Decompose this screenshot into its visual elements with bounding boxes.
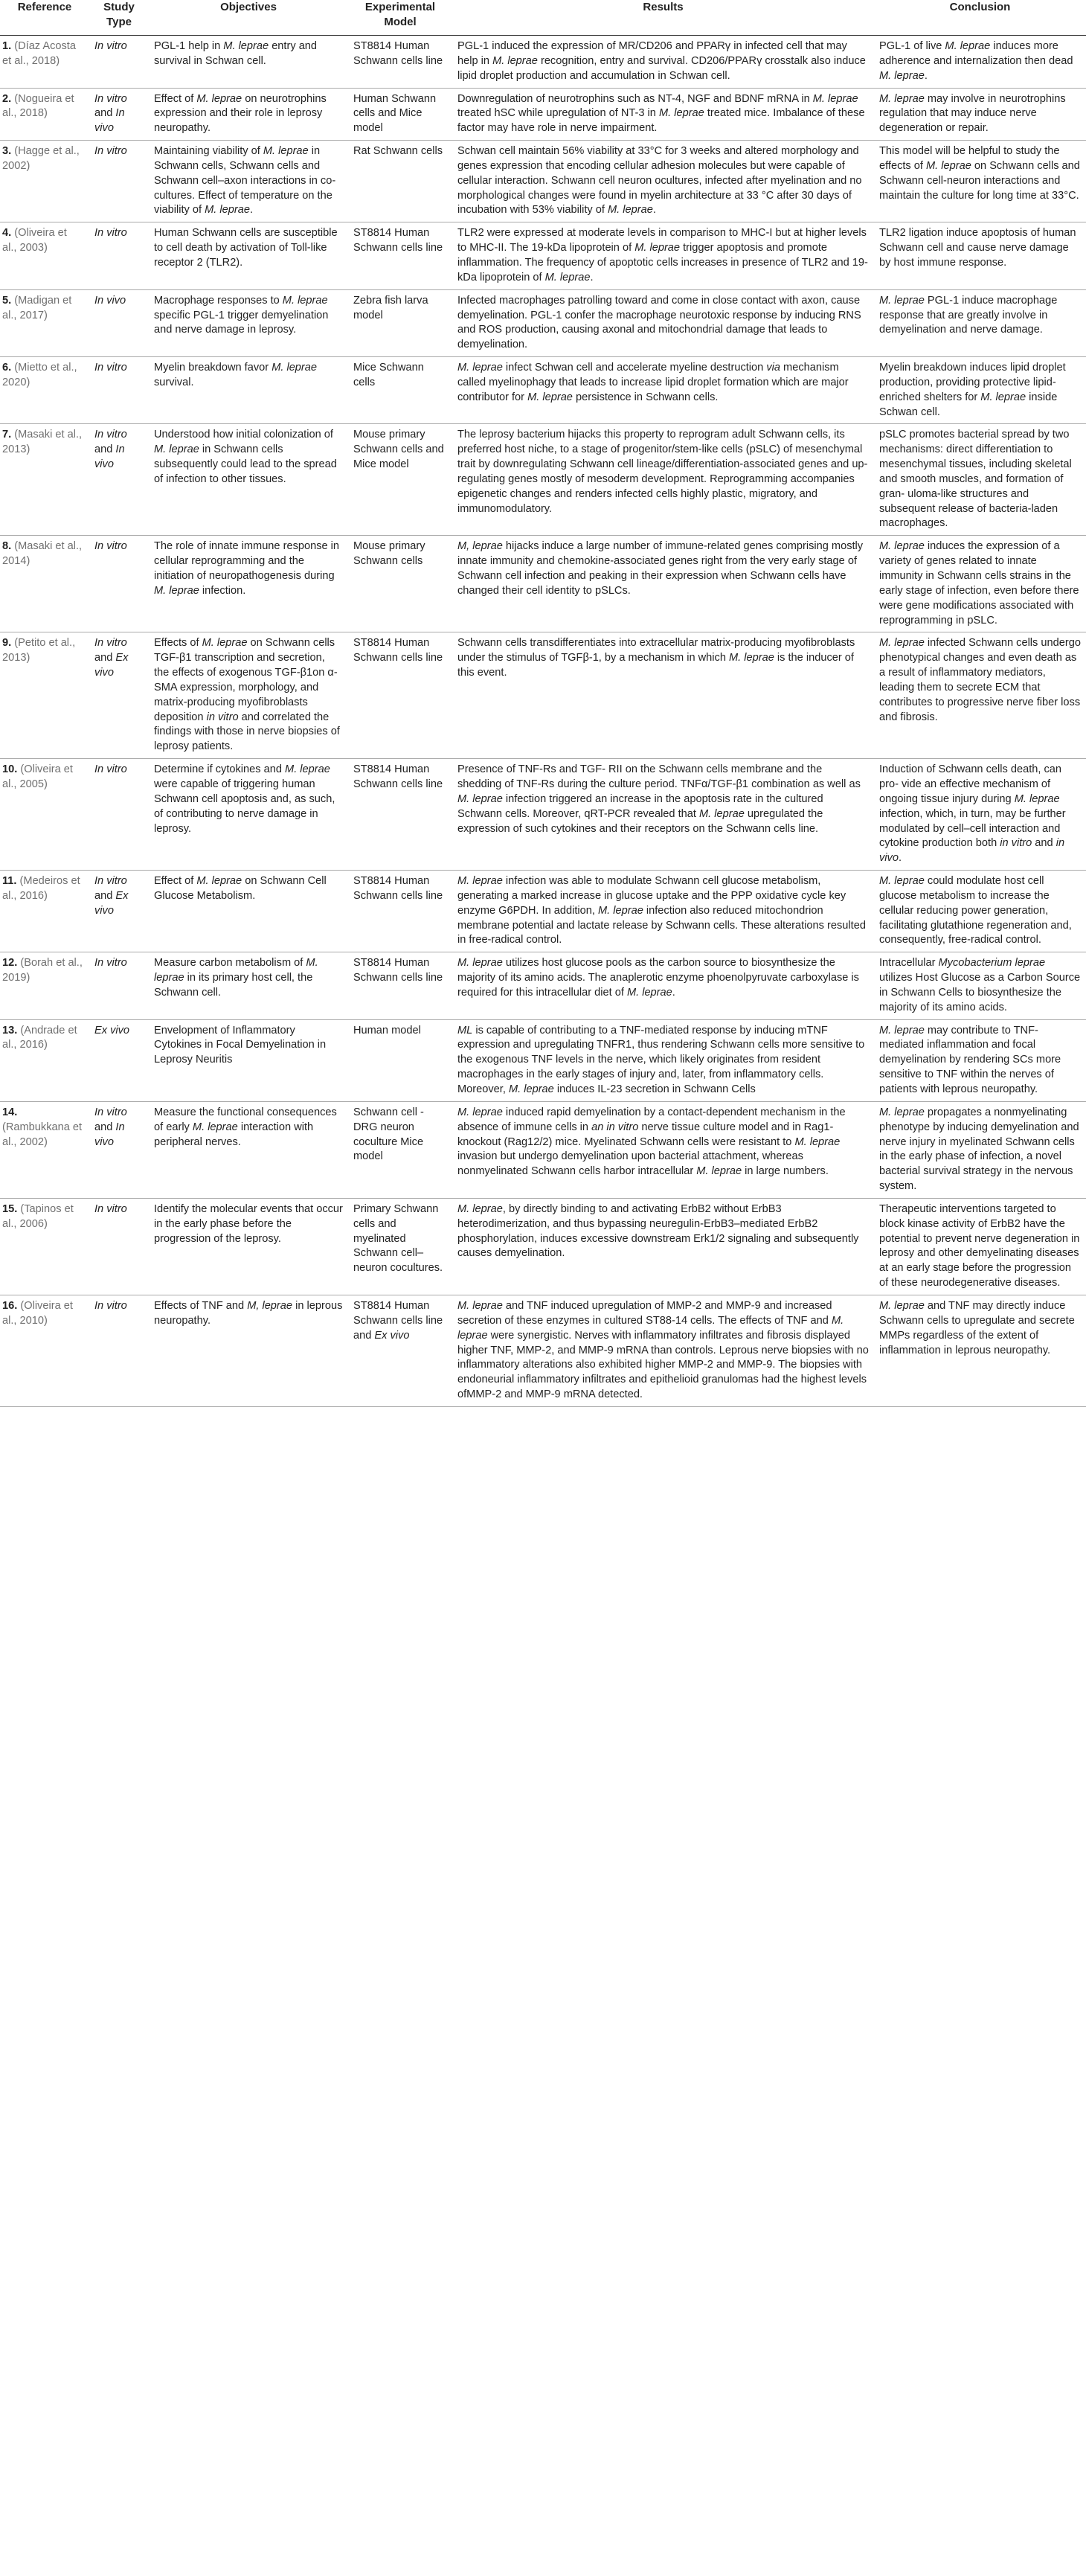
cell-reference (0, 536, 89, 632)
cell-conclusion: PGL-1 of live M. leprae induces more adherence and internalization then dead M. leprae. (874, 36, 1086, 89)
cell-experimental-model: ST8814 Human Schwann cells line (348, 222, 452, 289)
cell-objectives: Effect of M. leprae on Schwann Cell Glucose Metabolism. (149, 871, 348, 952)
cell-results: The leprosy bacterium hijacks this property to reprogram adult Schwann cells, its preferred host niche, to a stage of progenitor/stem-like cells (pSLC) of mesenchymal trait by downregulating Schwann cell lineage/differentiation-associated genes and up- regulating genes mostly of mesoderm development. Reprogramming accompanies epigenetic changes and renders infected cells highly plastic, migratory, and immunomodulatory. (452, 424, 874, 536)
cell-study-type: In vitro (89, 1198, 149, 1295)
cell-results: TLR2 were expressed at moderate levels in comparison to MHC-I but at higher levels to MHC-II. The 19-kDa lipoprotein of M. leprae trigger apoptosis and promote inflammation. The frequency of apoptotic cells increases in presence of TLR2 and 19-kDa lipoprotein of M. leprae. (452, 222, 874, 289)
cell-reference (0, 632, 89, 759)
cell-conclusion: Therapeutic interventions targeted to block kinase activity of ErbB2 have the potential to prevent nerve degeneration in leprosy and other demyelinating diseases at an early stage before the progression of these neurodegenerative diseases. (874, 1198, 1086, 1295)
cell-conclusion: Myelin breakdown induces lipid droplet production, providing protective lipid-enriched shelters for M. leprae inside Schwan cell. (874, 357, 1086, 424)
cell-objectives: Identify the molecular events that occur in the early phase before the progression of the leprosy. (149, 1198, 348, 1295)
cell-results: M. leprae infection was able to modulate Schwann cell glucose metabolism, generating a marked increase in glucose uptake and the PPP oxidative cycle key enzyme G6PDH. In addition, M. leprae infection also reduced mitochondrion membrane potential and lactate release by Schwann cells. These alterations resulted in free-radical control. (452, 871, 874, 952)
table-row (0, 88, 1086, 141)
table-row (0, 424, 1086, 536)
cell-objectives: The role of innate immune response in cellular reprogramming and the initiation of neuropathogenesis during M. leprae infection. (149, 536, 348, 632)
cell-results: M. leprae infect Schwan cell and accelerate myeline destruction via mechanism called myelinophagy that leads to increase lipid droplet formation which are major contributor for M. leprae persistence in Schwann cells. (452, 357, 874, 424)
cell-reference (0, 289, 89, 356)
cell-conclusion: M. leprae may contribute to TNF-mediated inflammation and focal demyelination by rendering SCs more sensitive to TNF within the nerves of patients with leprous neuropathy. (874, 1019, 1086, 1101)
row-number: 2. (2, 92, 12, 105)
row-number: 13. (2, 1024, 18, 1037)
cell-study-type: In vitro and Ex vivo (89, 632, 149, 759)
cell-experimental-model: Human Schwann cells and Mice model (348, 88, 452, 141)
citation-link[interactable]: (Madigan et al., 2017) (2, 294, 72, 321)
row-number: 11. (2, 875, 17, 888)
cell-objectives: Determine if cytokines and M. leprae were capable of triggering human Schwann cell apoptosis and, as such, of contributing to nerve damage in leprosy. (149, 759, 348, 871)
cell-results: M. leprae and TNF induced upregulation of MMP-2 and MMP-9 and increased secretion of these enzymes in cultured ST88-14 cells. The effects of TNF and M. leprae were synergistic. Nerves with inflammatory infiltrates and fibrosis displayed higher TNF, MMP-2, and MMP-9 mRNA than controls. Leprous nerve biopsies with no inflammatory alterations also exhibited higher MMP-2 and MMP-9. The biopsies with endoneurial inflammatory infiltrates and epithelioid granulomas had the highest levels ofMMP-2 and MMP-9 mRNA detected. (452, 1295, 874, 1406)
cell-objectives: Myelin breakdown favor M. leprae survival. (149, 357, 348, 424)
cell-reference (0, 36, 89, 89)
citation-link[interactable]: (Oliveira et al., 2003) (2, 227, 67, 254)
table-row (0, 1101, 1086, 1198)
row-number: 4. (2, 227, 12, 240)
cell-results: Schwan cell maintain 56% viability at 33°C for 3 weeks and altered morphology and genes expression that encoding cellular adhesion molecules but were capable of cellular interaction. Schwann cell neuron ocultures, infected after myelination and no morphological changes were found in myelin architecture at 33 °C after 30 days of incubation with 53% viability of M. leprae. (452, 141, 874, 222)
table-body (0, 36, 1086, 1407)
cell-study-type: In vitro and In vivo (89, 88, 149, 141)
table-row (0, 357, 1086, 424)
header-results: Results (452, 0, 874, 36)
cell-reference (0, 141, 89, 222)
cell-experimental-model: Human model (348, 1019, 452, 1101)
cell-objectives: Understood how initial colonization of M. leprae in Schwann cells subsequently could lead to the spread of infection to other tissues. (149, 424, 348, 536)
cell-conclusion: M. leprae and TNF may directly induce Schwann cells to upregulate and secrete MMPs regardless of the extent of inflammation in leprous neuropathy. (874, 1295, 1086, 1406)
cell-conclusion: Intracellular Mycobacterium leprae utilizes Host Glucose as a Carbon Source in Schwann Cells to biosynthesize the majority of its amino acids. (874, 952, 1086, 1019)
cell-reference (0, 952, 89, 1019)
cell-study-type: In vitro (89, 759, 149, 871)
table-row (0, 632, 1086, 759)
header-objectives: Objectives (149, 0, 348, 36)
cell-study-type: In vitro (89, 222, 149, 289)
cell-reference (0, 1019, 89, 1101)
cell-results: M. leprae utilizes host glucose pools as the carbon source to biosynthesize the majority of its amino acids. The anaplerotic enzyme phoenolpyruvate carboxylase is required for this intracellular diet of M. leprae. (452, 952, 874, 1019)
table-row (0, 1198, 1086, 1295)
cell-results: M. leprae induced rapid demyelination by a contact-dependent mechanism in the absence of immune cells in an in vitro nerve tissue culture model and in Rag1-knockout (Rag12/2) mice. Myelinated Schwann cells were resistant to M. leprae invasion but undergo demyelination upon bacterial attachment, whereas nonmyelinated Schwann cells harbor intracellular M. leprae in large numbers. (452, 1101, 874, 1198)
cell-study-type: In vitro and Ex vivo (89, 871, 149, 952)
cell-reference (0, 424, 89, 536)
cell-reference (0, 1198, 89, 1295)
cell-results: Downregulation of neurotrophins such as NT-4, NGF and BDNF mRNA in M. leprae treated hSC while upregulation of NT-3 in M. leprae treated mice. Imbalance of these factor may have role in nerve impairment. (452, 88, 874, 141)
cell-objectives: Effects of TNF and M, leprae in leprous neuropathy. (149, 1295, 348, 1406)
cell-study-type: In vitro (89, 536, 149, 632)
cell-objectives: Measure carbon metabolism of M. leprae in its primary host cell, the Schwann cell. (149, 952, 348, 1019)
cell-experimental-model: Rat Schwann cells (348, 141, 452, 222)
cell-study-type: In vivo (89, 289, 149, 356)
cell-experimental-model: Schwann cell - DRG neuron coculture Mice model (348, 1101, 452, 1198)
cell-reference (0, 1101, 89, 1198)
cell-study-type: In vitro and In vivo (89, 424, 149, 536)
header-conclusion: Conclusion (874, 0, 1086, 36)
cell-conclusion: Induction of Schwann cells death, can pro- vide an effective mechanism of ongoing tissue injury during M. leprae infection, which, in turn, may be further modulated by cell–cell interaction and cytokine production both in vitro and in vivo. (874, 759, 1086, 871)
cell-study-type: In vitro (89, 141, 149, 222)
header-reference: Reference (0, 0, 89, 36)
cell-objectives: Maintaining viability of M. leprae in Schwann cells, Schwann cells and Schwann cell–axon interactions in co-cultures. Effect of temperature on the viability of M. leprae. (149, 141, 348, 222)
cell-study-type: In vitro and In vivo (89, 1101, 149, 1198)
row-number: 8. (2, 540, 12, 553)
cell-reference (0, 222, 89, 289)
cell-results: ML is capable of contributing to a TNF-mediated response by inducing mTNF expression and upregulating TNFR1, thus rendering Schwann cells more sensitive to the exogenous TNF levels in the nerve, which likely originates from resident macrophages in the early stages of injury and, later, from inflammatory cells. Moreover, M. leprae induces IL-23 secretion in Schwann Cells (452, 1019, 874, 1101)
citation-link[interactable]: (Díaz Acosta et al., 2018) (2, 40, 76, 67)
table-row (0, 222, 1086, 289)
table-row (0, 289, 1086, 356)
citation-link[interactable]: (Andrade et al., 2016) (2, 1024, 77, 1051)
header-row (0, 0, 1086, 36)
cell-results: M. leprae, by directly binding to and activating ErbB2 without ErbB3 heterodimerization, and thus bypassing neuregulin-ErbB3–mediated ErbB2 phosphorylation, induces excessive downstream Erk1/2 signaling and subsequently causes demyelination. (452, 1198, 874, 1295)
cell-conclusion: M. leprae PGL-1 induce macrophage response that are greatly involve in demyelination and nerve damage. (874, 289, 1086, 356)
cell-objectives: Macrophage responses to M. leprae specific PGL-1 trigger demyelination and nerve damage in leprosy. (149, 289, 348, 356)
cell-experimental-model: Mice Schwann cells (348, 357, 452, 424)
citation-link[interactable]: (Nogueira et al., 2018) (2, 92, 74, 120)
cell-experimental-model: Mouse primary Schwann cells and Mice model (348, 424, 452, 536)
cell-reference (0, 759, 89, 871)
cell-study-type: Ex vivo (89, 1019, 149, 1101)
cell-reference (0, 357, 89, 424)
cell-conclusion: This model will be helpful to study the effects of M. leprae on Schwann cells and Schwann cell-neuron interactions and maintain the culture for long time at 33°C. (874, 141, 1086, 222)
cell-experimental-model: ST8814 Human Schwann cells line (348, 759, 452, 871)
citation-link[interactable]: (Oliveira et al., 2005) (2, 763, 73, 790)
row-number: 6. (2, 362, 12, 374)
table-row (0, 536, 1086, 632)
citation-link[interactable]: (Hagge et al., 2002) (2, 145, 80, 172)
cell-experimental-model: ST8814 Human Schwann cells line (348, 632, 452, 759)
cell-study-type: In vitro (89, 36, 149, 89)
citation-link[interactable]: (Masaki et al., 2014) (2, 540, 83, 568)
header-experimental-model: Experimental Model (348, 0, 452, 36)
row-number: 3. (2, 145, 12, 158)
row-number: 10. (2, 763, 18, 776)
cell-experimental-model: Mouse primary Schwann cells (348, 536, 452, 632)
header-study-type: Study Type (89, 0, 149, 36)
cell-objectives: Measure the functional consequences of early M. leprae interaction with peripheral nerves. (149, 1101, 348, 1198)
cell-objectives: Effects of M. leprae on Schwann cells TGF-β1 transcription and secretion, the effects of exogenous TGF-β1on α-SMA expression, morphology, and matrix-producing myofibroblasts deposition in vitro and correlated the findings with those in nerve biopsies of leprosy patients. (149, 632, 348, 759)
citation-link[interactable]: (Petito et al., 2013) (2, 637, 76, 664)
citation-link[interactable]: (Oliveira et al., 2010) (2, 1299, 73, 1327)
cell-reference (0, 871, 89, 952)
table-row (0, 952, 1086, 1019)
row-number: 15. (2, 1202, 18, 1215)
cell-results: PGL-1 induced the expression of MR/CD206 and PPARγ in infected cell that may help in M. leprae recognition, entry and survival. CD206/PPARγ crosstalk also induce lipid droplet production and accumulation in Schwan cell. (452, 36, 874, 89)
cell-experimental-model: ST8814 Human Schwann cells line and Ex vivo (348, 1295, 452, 1406)
table-header (0, 0, 1086, 36)
cell-objectives: Human Schwann cells are susceptible to cell death by activation of Toll-like receptor 2 (TLR2). (149, 222, 348, 289)
table-row (0, 141, 1086, 222)
cell-reference (0, 88, 89, 141)
row-number: 7. (2, 429, 12, 441)
row-number: 9. (2, 637, 12, 650)
cell-results: Presence of TNF-Rs and TGF- RII on the Schwann cells membrane and the shedding of TNF-Rs during the culture period. TNFα/TGF-β1 combination as well as M. leprae infection triggered an increase in the apoptosis rate in the cultured Schwann cells. Moreover, qRT-PCR revealed that M. leprae upregulated the expression of such cytokines and their receptors on the Schwann cells line. (452, 759, 874, 871)
cell-experimental-model: Zebra fish larva model (348, 289, 452, 356)
table-row (0, 871, 1086, 952)
cell-objectives: PGL-1 help in M. leprae entry and survival in Schwan cell. (149, 36, 348, 89)
cell-results: Schwann cells transdifferentiates into extracellular matrix-producing myofibroblasts under the stimulus of TGFβ-1, by a mechanism in which M. leprae is the inducer of this event. (452, 632, 874, 759)
cell-study-type: In vitro (89, 952, 149, 1019)
cell-conclusion: M. leprae induces the expression of a variety of genes related to innate immunity in Schwann cells strains in the early stage of infection, even before there were gene modifications associated with reprogramming in pSLC. (874, 536, 1086, 632)
table-row (0, 1295, 1086, 1406)
row-number: 16. (2, 1299, 18, 1312)
cell-study-type: In vitro (89, 357, 149, 424)
cell-conclusion: TLR2 ligation induce apoptosis of human Schwann cell and cause nerve damage by host immune response. (874, 222, 1086, 289)
cell-conclusion: M. leprae infected Schwann cells undergo phenotypical changes and even death as a result of inflammatory mediators, leading them to secrete ECM that contributes to progressive nerve fiber loss and fibrosis. (874, 632, 1086, 759)
citation-link[interactable]: (Borah et al., 2019) (2, 957, 83, 984)
table-row (0, 759, 1086, 871)
citation-link[interactable]: (Mietto et al., 2020) (2, 362, 77, 388)
citation-link[interactable]: (Tapinos et al., 2006) (2, 1202, 74, 1230)
cell-reference (0, 1295, 89, 1406)
cell-conclusion: M. leprae may involve in neurotrophins regulation that may induce nerve degeneration or repair. (874, 88, 1086, 141)
cell-study-type: In vitro (89, 1295, 149, 1406)
row-number: 1. (2, 40, 12, 52)
cell-experimental-model: ST8814 Human Schwann cells line (348, 952, 452, 1019)
cell-objectives: Effect of M. leprae on neurotrophins expression and their role in leprosy neuropathy. (149, 88, 348, 141)
cell-experimental-model: ST8814 Human Schwann cells line (348, 36, 452, 89)
cell-results: Infected macrophages patrolling toward and come in close contact with axon, cause demyelination. PGL-1 confer the macrophage neurotoxic response by inducing RNS and ROS production, causing axonal and mitochondrial damage that leads to demyelination. (452, 289, 874, 356)
cell-experimental-model: Primary Schwann cells and myelinated Schwann cell–neuron cocultures. (348, 1198, 452, 1295)
row-number: 5. (2, 294, 12, 307)
citation-link[interactable]: (Medeiros et al., 2016) (2, 875, 80, 902)
row-number: 12. (2, 957, 18, 970)
cell-conclusion: pSLC promotes bacterial spread by two mechanisms: direct differentiation to mesenchymal tissues, including skeletal and smooth muscles, and formation of gran- uloma-like structures and subsequent release of bacteria-laden macrophages. (874, 424, 1086, 536)
table-row (0, 1019, 1086, 1101)
cell-experimental-model: ST8814 Human Schwann cells line (348, 871, 452, 952)
cell-results: M, leprae hijacks induce a large number of immune-related genes comprising mostly innate immunity and chemokine-associated genes right from the very early stage of Schwann cell infection and peaking in their expression when Schwann cells have changed their cell identity to pSLCs. (452, 536, 874, 632)
citation-link[interactable]: (Masaki et al., 2013) (2, 429, 83, 456)
citation-link[interactable]: (Rambukkana et al., 2002) (2, 1121, 83, 1148)
cell-conclusion: M. leprae propagates a nonmyelinating phenotype by inducing demyelination and nerve injury in myelinated Schwann cells in the early phase of infection, a novel bacterial survival strategy in the nervous system. (874, 1101, 1086, 1198)
cell-conclusion: M. leprae could modulate host cell glucose metabolism to increase the cellular reducing power generation, facilitating glutathione regeneration and, consequently, free-radical control. (874, 871, 1086, 952)
row-number: 14. (2, 1106, 18, 1118)
cell-objectives: Envelopment of Inflammatory Cytokines in Focal Demyelination in Leprosy Neuritis (149, 1019, 348, 1101)
table-row (0, 36, 1086, 89)
